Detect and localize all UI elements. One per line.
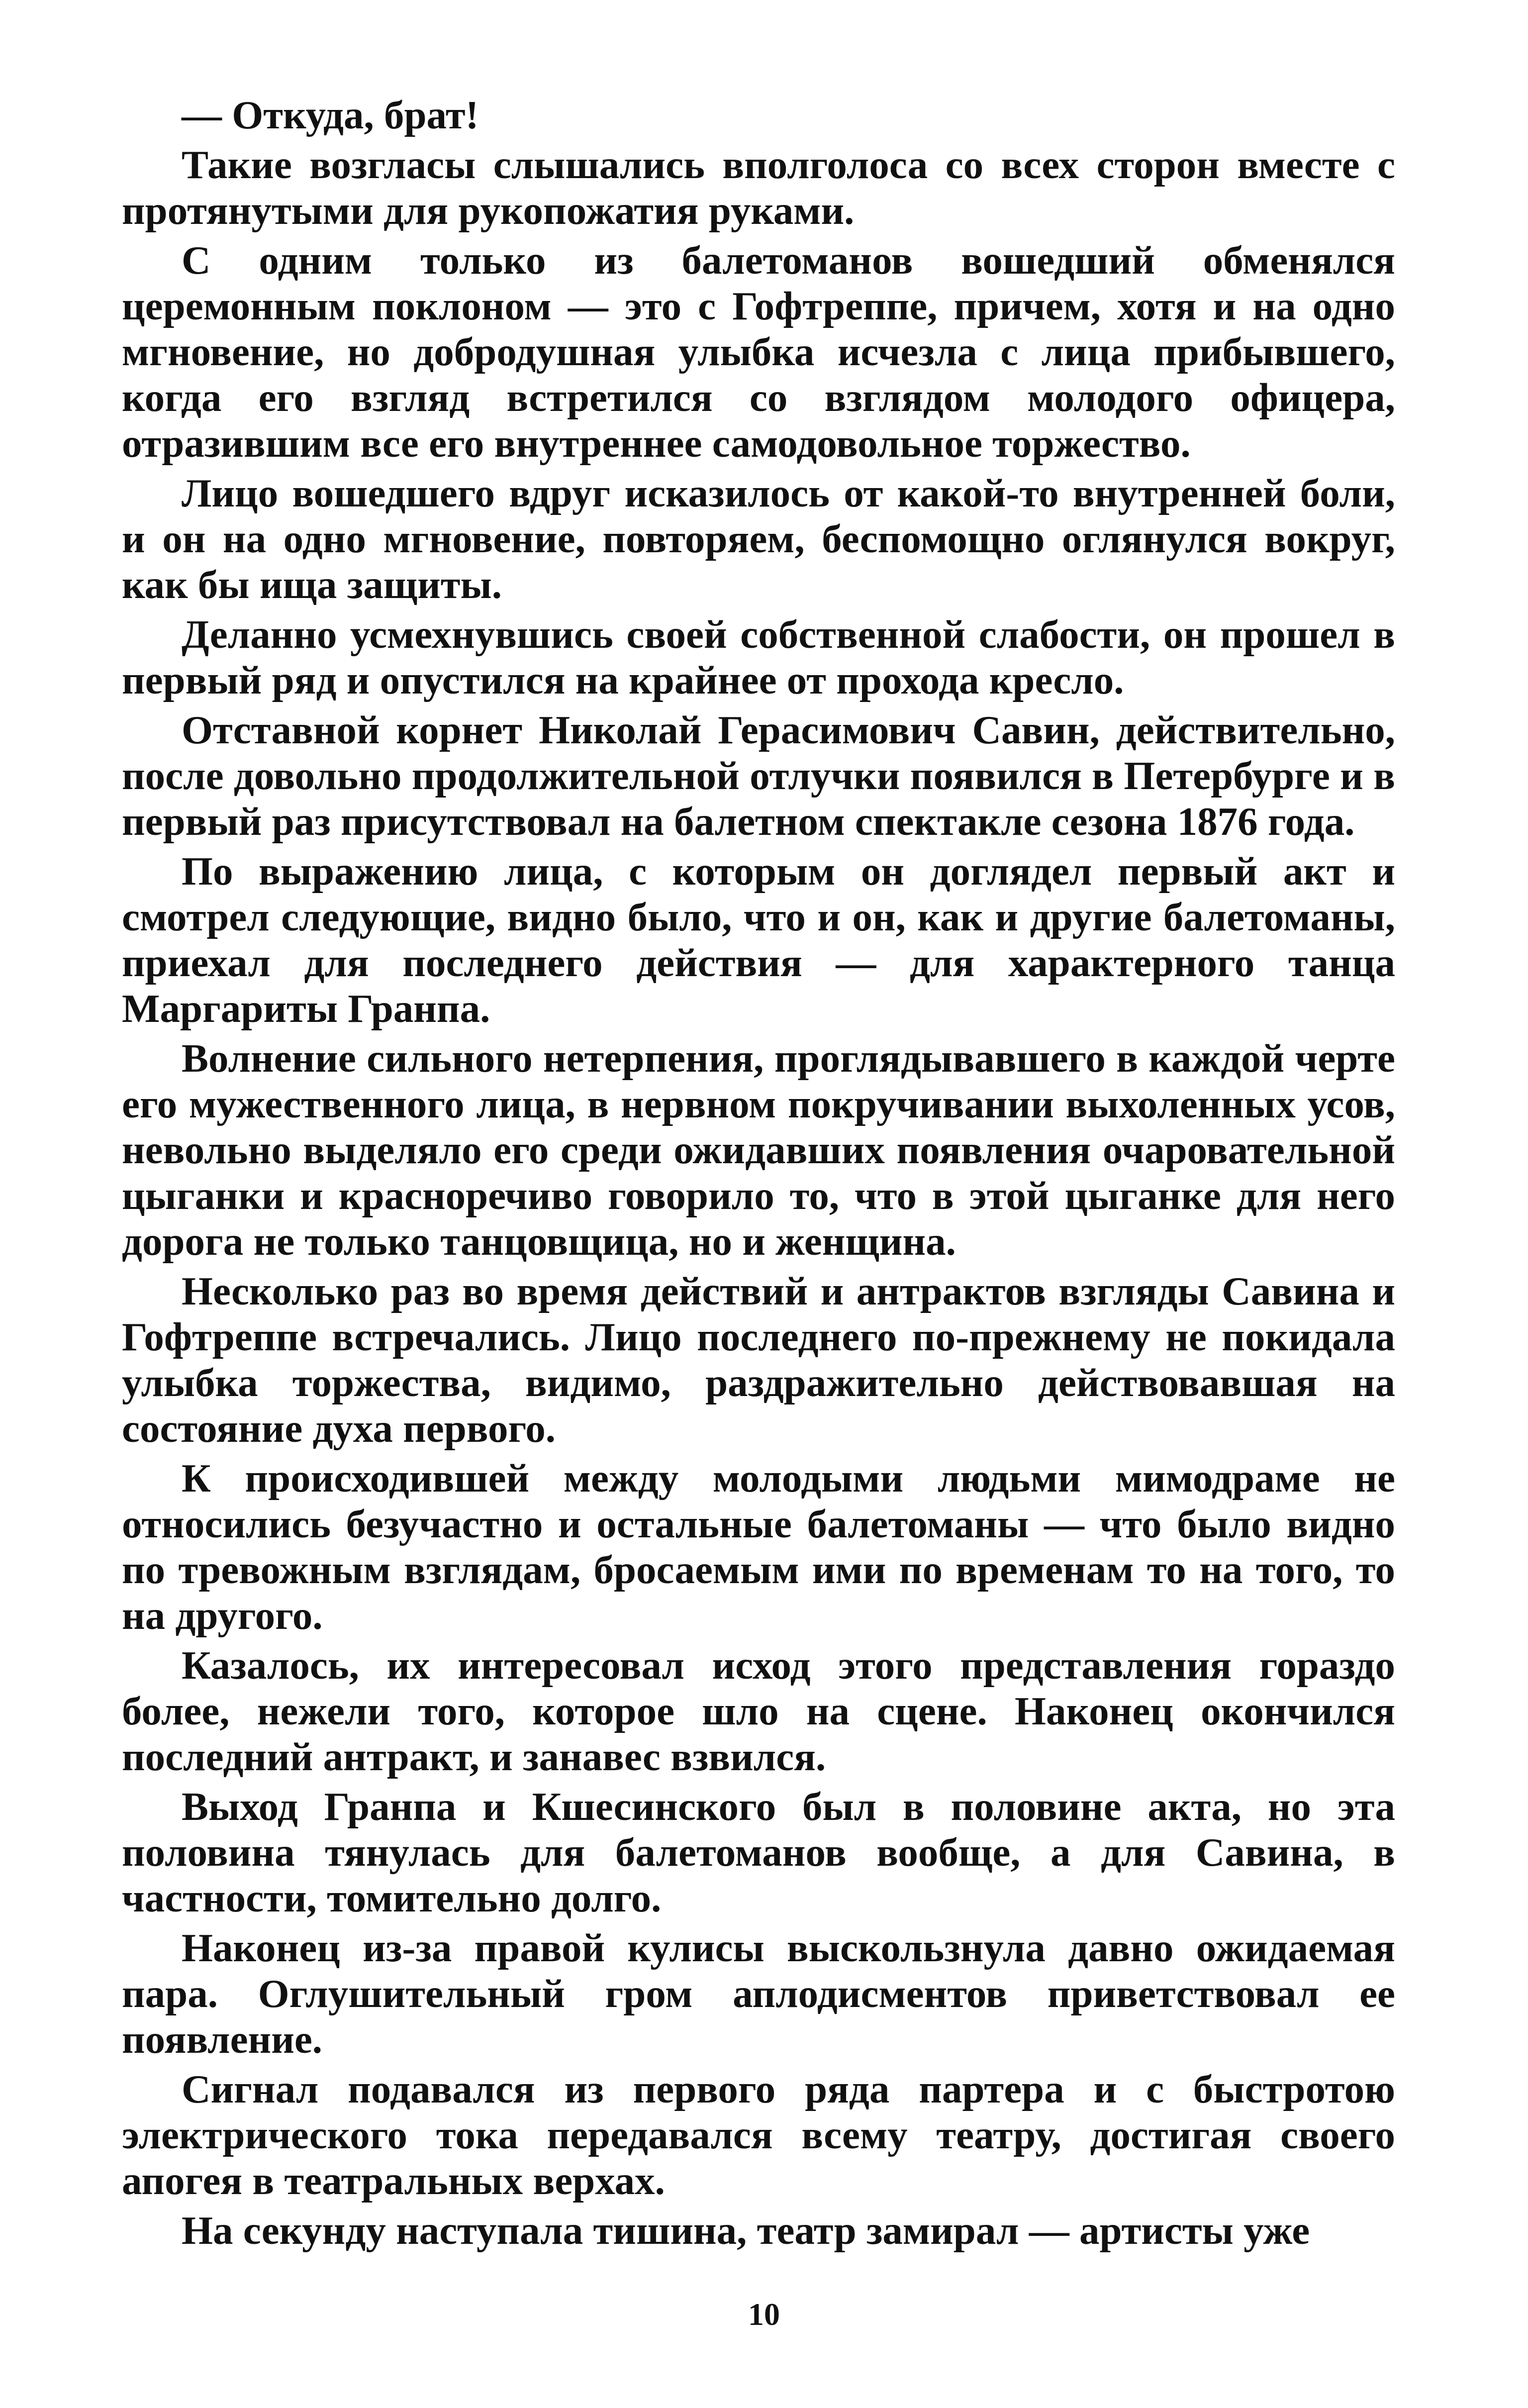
paragraph: — Откуда, брат!: [182, 93, 479, 137]
paragraph: Лицо вошедшего вдруг исказилось от какой-то внутренней боли, и он на одно мгновение, повторяем, беспомощно оглянулся вокруг, как бы ища защиты.: [122, 471, 1395, 607]
paragraph: Волнение сильного нетерпения, проглядывавшего в каждой черте его мужественного лица, в нервном покручивании выхоленных усов, невольно выделяло его среди ожидавших появления очаровательной цыганки и красноречиво говорило то, что в этой цыганке для него дорога не только танцовщица, но и женщина.: [122, 1036, 1395, 1264]
paragraph: К происходившей между молодыми людьми мимодраме не относились безучастно и остальные балетоманы — что было видно по тревожным взглядам, бросаемым ими по временам то на того, то на другого.: [122, 1456, 1395, 1638]
paragraph: Деланно усмехнувшись своей собственной слабости, он прошел в первый ряд и опустился на крайнее от прохода кресло.: [122, 612, 1395, 702]
paragraph: Такие возгласы слышались вполголоса со всех сторон вместе с протянутыми для рукопожатия руками.: [122, 142, 1395, 233]
paragraph: Наконец из-за правой кулисы выскользнула давно ожидаемая пара. Оглушительный гром аплодисментов приветствовал ее появление.: [122, 1925, 1395, 2062]
paragraph: Отставной корнет Николай Герасимович Савин, действительно, после довольно продолжительной отлучки появился в Петербурге и в первый раз присутствовал на балетном спектакле сезона 1876 года.: [122, 707, 1395, 844]
paragraph: По выражению лица, с которым он доглядел первый акт и смотрел следующие, видно было, что и он, как и другие балетоманы, приехал для последнего действия — для характерного танца Маргариты Гранпа.: [122, 849, 1395, 1031]
paragraph: Сигнал подавался из первого ряда партера и с быстротою электрического тока передавался всему театру, достигая своего апогея в театральных верхах.: [122, 2067, 1395, 2203]
paragraph: С одним только из балетоманов вошедший обменялся церемонным поклоном — это с Гофтреппе, причем, хотя и на одно мгновение, но добродушная улыбка исчезла с лица прибывшего, когда его взгляд встретился со взглядом молодого офицера, отразившим все его внутреннее самодовольное торжество.: [122, 238, 1395, 466]
paragraph: Несколько раз во время действий и антрактов взгляды Савина и Гофтреппе встречались. Лицо последнего по-прежнему не покидала улыбка торжества, видимо, раздражительно действовавшая на состояние духа первого.: [122, 1269, 1395, 1451]
paragraph: Казалось, их интересовал исход этого представления гораздо более, нежели того, которое шло на сцене. Наконец окончился последний антракт, и занавес взвился.: [122, 1643, 1395, 1779]
paragraph: На секунду наступала тишина, театр замирал — артисты уже: [182, 2208, 1310, 2253]
page-text: [122, 92, 1395, 2321]
page-number: 10: [748, 2297, 780, 2332]
paragraph: Выход Гранпа и Кшесинского был в половине акта, но эта половина тянулась для балетоманов вообще, а для Савина, в частности, томительно долго.: [122, 1784, 1395, 1920]
